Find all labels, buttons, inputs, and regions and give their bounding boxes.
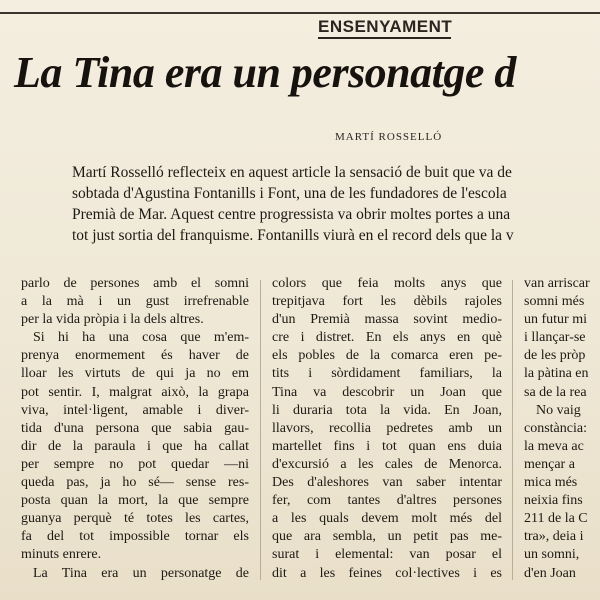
- body-line: La Tina era un personatge de: [33, 565, 249, 581]
- body-line: tra», deia i: [524, 529, 584, 545]
- column-divider: [260, 280, 261, 580]
- body-line: d'en Joan: [524, 565, 576, 581]
- body-line: No vaig: [536, 402, 581, 418]
- body-line: i llançar-se: [524, 330, 586, 346]
- body-line: cre i distret. En els anys en què: [272, 330, 502, 346]
- body-line: un somni,: [524, 547, 580, 563]
- body-line: la pàtina en: [524, 366, 589, 382]
- body-line: dit a les feines col·lectives i es: [272, 565, 502, 581]
- body-line: Tina va descobrir un Joan que: [272, 384, 502, 400]
- body-line: dir de la paraula i que ha callat: [21, 438, 249, 454]
- lead-line: Martí Rosselló reflecteix en aquest article la sensació de buit que va de: [72, 164, 512, 181]
- body-column-2: [272, 275, 502, 583]
- body-line: martellet fins i tot quan ens duia: [272, 438, 502, 454]
- lead-line: sobtada d'Agustina Fontanills i Font, una de les fundadores de l'escola: [72, 185, 507, 202]
- section-underline: [318, 37, 451, 39]
- body-line: a les quals devem molt més del: [272, 511, 502, 527]
- body-line: minuts enrere.: [21, 547, 102, 563]
- column-divider: [512, 280, 513, 580]
- body-line: parlo de persones amb el somni: [21, 276, 249, 291]
- body-line: pot sentir. I, malgrat això, la grapa: [21, 384, 249, 400]
- body-line: per la vida pròpia i la dels altres.: [21, 312, 204, 328]
- body-line: trepitjava fort les dèbils rajoles: [272, 294, 502, 310]
- body-line: d'un Premià massa sovint medio-: [272, 312, 502, 328]
- body-line: mica més: [524, 475, 578, 491]
- body-line: posta quan la mort, la que sempre: [21, 493, 249, 509]
- body-line: van arriscar: [524, 276, 590, 291]
- lead-paragraph: [72, 162, 600, 246]
- body-line: surat i elemental: van posar el: [272, 547, 502, 563]
- body-line: un futur mi: [524, 312, 587, 328]
- body-line: li duraria tota la vida. En Joan,: [272, 402, 502, 418]
- body-line: Des d'aleshores van saber intentar: [272, 475, 502, 491]
- body-line: constància:: [524, 420, 587, 436]
- body-line: viva, intel·ligent, amable i diver-: [21, 402, 249, 418]
- body-line: Si hi ha una cosa que m'em-: [33, 330, 249, 346]
- body-line: fa del tot impossible tornar els: [21, 529, 249, 545]
- body-line: la meva ac: [524, 438, 584, 454]
- section-label: ENSENYAMENT: [318, 17, 453, 36]
- body-line: lloar les virtuts de qui ja no em: [21, 366, 249, 382]
- body-line: fer, com tantes d'altres persones: [272, 493, 502, 509]
- body-line: guanya perquè té totes les cartes,: [21, 511, 249, 527]
- body-line: queda pas, ja ho sé— sense res-: [21, 475, 249, 491]
- body-line: de les pròp: [524, 348, 586, 364]
- body-line: colors que feia molts anys que: [272, 276, 502, 291]
- body-line: els pobles de la comarca eren pe-: [272, 348, 502, 364]
- body-line: tida d'una persona que sabia gau-: [21, 420, 249, 436]
- body-line: tits i sòrdidament familiars, la: [272, 366, 502, 382]
- body-line: per sempre no pot quedar —ni: [21, 456, 249, 472]
- body-line: mençar a: [524, 456, 575, 472]
- lead-line: tot just sortia del franquisme. Fontanills viurà en el record dels que la v: [72, 227, 514, 244]
- body-line: prenya enormement és haver de: [21, 348, 249, 364]
- body-line: d'excursió a les cales de Menorca.: [272, 456, 502, 472]
- body-line: llavors, recollia pedretes amb un: [272, 420, 502, 436]
- lead-line: Premià de Mar. Aquest centre progressista va obrir moltes portes a una: [72, 206, 511, 223]
- body-line: neixia fins: [524, 493, 583, 509]
- body-line: que ara sembla, un petit pas me-: [272, 529, 502, 545]
- byline: MARTÍ ROSSELLÓ: [335, 131, 443, 143]
- headline: La Tina era un personatge d: [14, 48, 516, 97]
- body-column-1: [21, 275, 249, 583]
- body-line: sa de la rea: [524, 384, 587, 400]
- body-line: 211 de la C: [524, 511, 588, 527]
- top-rule: [0, 12, 600, 14]
- body-line: somni més: [524, 294, 585, 310]
- body-line: a la mà i un gust irrefrenable: [21, 294, 249, 310]
- body-column-3: [524, 275, 600, 583]
